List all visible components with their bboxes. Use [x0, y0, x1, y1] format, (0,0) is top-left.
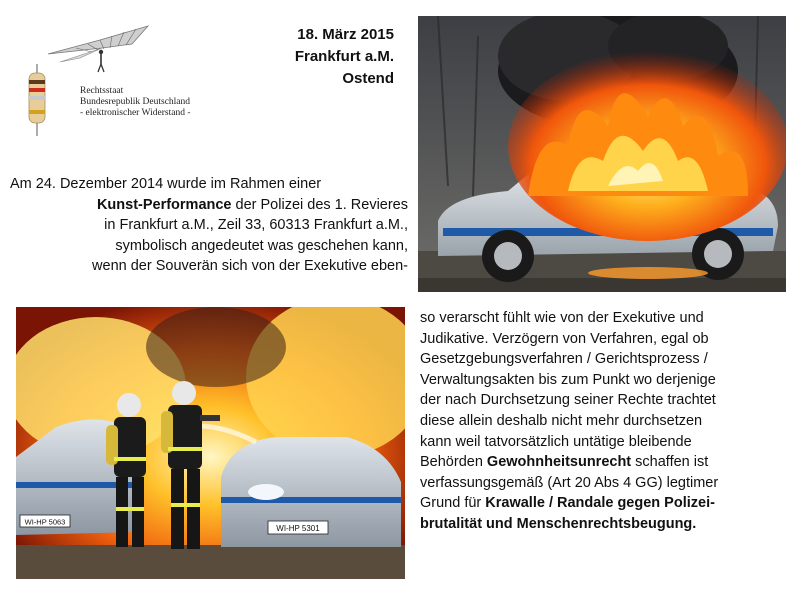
body-line-6: diese allein deshalb nicht mehr durchsetzen — [420, 412, 703, 429]
license-plate-left: WI-HP 5063 — [24, 517, 66, 527]
city: Frankfurt a.M. — [294, 48, 394, 65]
body-line-3: Gesetzgebungsverfahren / Gerichtsprozess / — [420, 351, 708, 368]
intro-highlight-kunst-performance: Kunst-Performance — [96, 196, 232, 213]
date: 18. März 2015 — [297, 26, 394, 43]
intro-line-2-text: der Polizei des 1. Revieres — [231, 196, 408, 213]
district: Ostend — [342, 70, 394, 87]
intro-line-1: Am 24. Dezember 2014 wurde im Rahmen einer — [10, 176, 322, 192]
body-highlight-brutalitaet: brutalität und Menschenrechtsbeugung. — [420, 515, 697, 532]
logo-text-line-2: Bundesrepublik Deutschland — [80, 97, 191, 107]
intro-line-4: symbolisch angedeutet was geschehen kann, — [115, 237, 408, 254]
body-line-7: kann weil tatvorsätzlich untätige bleibende — [420, 433, 692, 450]
body-paragraph — [420, 308, 792, 535]
body-highlight-gewohnheitsunrecht: Gewohnheitsunrecht — [486, 454, 632, 471]
photo-firefighters-burning-cars — [16, 307, 405, 579]
body-line-5: der nach Durchsetzung seiner Rechte trachtet — [420, 392, 716, 409]
body-line-4: Verwaltungsakten bis zum Punkt wo derjenige — [420, 371, 716, 388]
logo-text-line-1: Rechtsstaat — [80, 86, 124, 96]
body-line-10 — [420, 493, 792, 514]
logo-text-line-3: - elektronischer Widerstand - — [80, 108, 191, 118]
body-line-1: so verarscht fühlt wie von der Exekutive und — [420, 310, 704, 326]
body-line-9: verfassungsgemäß (Art 20 Abs 4 GG) legtimer — [420, 474, 719, 491]
date-location-block — [295, 24, 394, 90]
intro-line-3: in Frankfurt a.M., Zeil 33, 60313 Frankfurt a.M., — [104, 217, 408, 233]
body-line-10-pre: Grund für — [420, 495, 486, 512]
body-line-2: Judikative. Verzögern von Verfahren, egal ob — [420, 330, 709, 347]
intro-line-5: wenn der Souverän sich von der Exekutive eben- — [92, 258, 408, 274]
glider-resistor-emblem — [20, 18, 190, 143]
body-line-8 — [420, 452, 792, 473]
body-line-11 — [420, 514, 792, 535]
intro-line-2 — [10, 195, 408, 216]
body-highlight-krawalle: Krawalle / Randale gegen Polizei- — [485, 495, 715, 512]
logo — [20, 18, 190, 143]
body-line-8-pre: Behörden — [420, 454, 487, 471]
license-plate-right: WI-HP 5301 — [276, 524, 320, 533]
photo-burning-police-car — [418, 16, 786, 292]
intro-paragraph — [10, 174, 408, 277]
body-line-8-post: schaffen ist — [631, 454, 709, 471]
